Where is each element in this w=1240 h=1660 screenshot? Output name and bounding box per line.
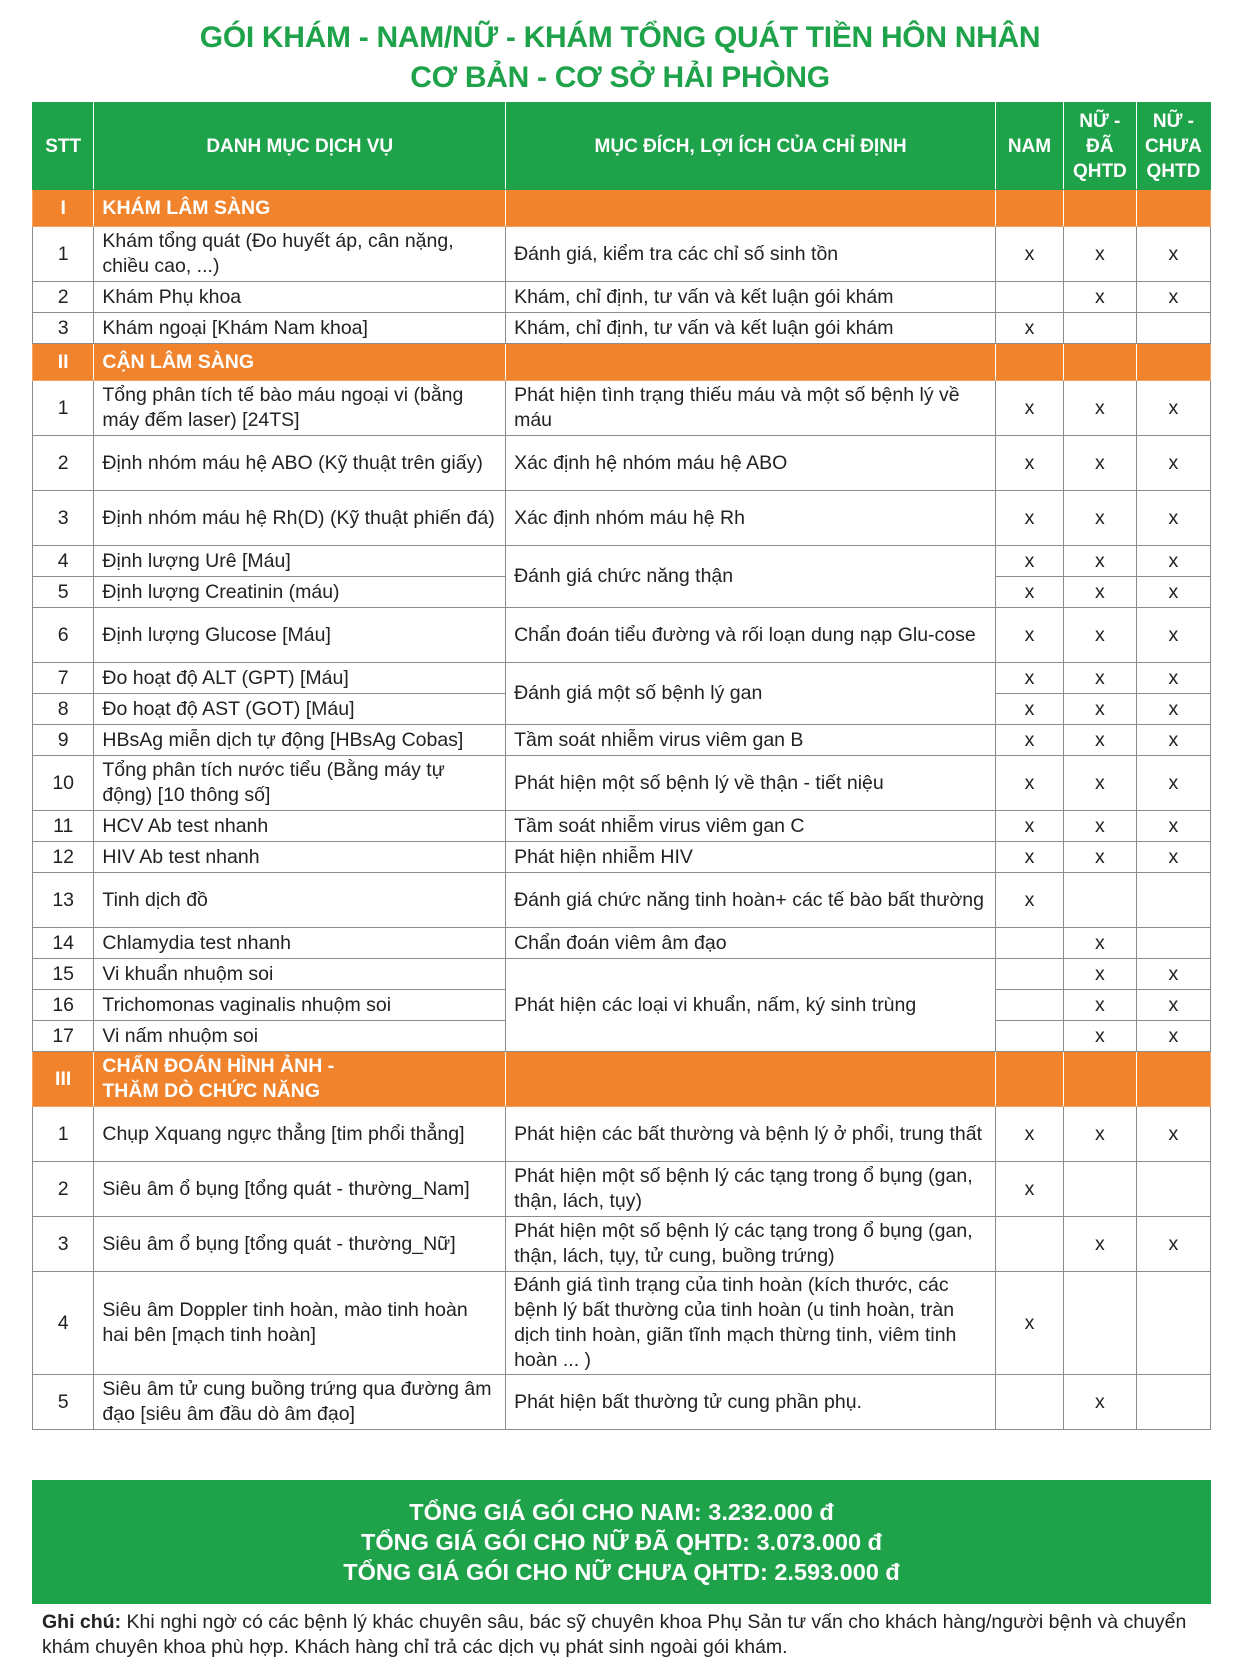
row-nu-da-mark: x: [1063, 546, 1136, 577]
title-line-1: GÓI KHÁM - NAM/NỮ - KHÁM TỔNG QUÁT TIỀN HÔN NHÂN: [199, 21, 1041, 54]
row-nam-mark: x: [996, 608, 1064, 663]
row-service: Tinh dịch đồ: [94, 873, 506, 928]
table-row: [33, 282, 1211, 313]
row-nu-da-mark: x: [1063, 491, 1136, 546]
row-service: Chlamydia test nhanh: [94, 928, 506, 959]
table-row: [33, 842, 1211, 873]
row-nu-da-mark: x: [1063, 694, 1136, 725]
table-row: [33, 1162, 1211, 1217]
row-nu-chua-mark: x: [1136, 990, 1210, 1021]
table-row: [33, 928, 1211, 959]
row-stt: 6: [33, 608, 94, 663]
row-purpose: Đánh giá chức năng thận: [506, 546, 996, 608]
row-service: Khám tổng quát (Đo huyết áp, cân nặng, chiều cao, ...): [94, 227, 506, 282]
row-nu-chua-mark: [1136, 873, 1210, 928]
service-table: [32, 102, 1211, 1430]
footnote: [42, 1610, 1202, 1660]
row-nam-mark: x: [996, 663, 1064, 694]
table-row: [33, 1217, 1211, 1272]
row-stt: 3: [33, 491, 94, 546]
row-nu-da-mark: x: [1063, 725, 1136, 756]
section-row: [33, 190, 1211, 227]
row-nu-chua-mark: x: [1136, 491, 1210, 546]
table-row: [33, 608, 1211, 663]
row-nu-da-mark: x: [1063, 608, 1136, 663]
row-purpose: Phát hiện một số bệnh lý các tạng trong ổ bụng (gan, thận, lách, tụy, tử cung, buồng trứng): [506, 1217, 996, 1272]
row-nu-da-mark: x: [1063, 1107, 1136, 1162]
row-purpose: Đánh giá tình trạng của tinh hoàn (kích thước, các bệnh lý bất thường của tinh hoàn (u tinh hoàn, tràn dịch tinh hoàn, giãn tĩnh mạch thừng tinh, viêm tinh hoàn ... ): [506, 1272, 996, 1375]
row-stt: 1: [33, 1107, 94, 1162]
row-nu-chua-mark: x: [1136, 227, 1210, 282]
row-stt: 8: [33, 694, 94, 725]
row-nu-chua-mark: [1136, 1272, 1210, 1375]
table-row: [33, 227, 1211, 282]
row-nu-da-mark: [1063, 313, 1136, 344]
total-price-nu-chua-qhtd: TỔNG GIÁ GÓI CHO NỮ CHƯA QHTD: 2.593.000 đ: [343, 1559, 900, 1585]
footnote-label: Ghi chú:: [42, 1611, 122, 1633]
row-nu-chua-mark: x: [1136, 663, 1210, 694]
row-nu-da-mark: [1063, 1272, 1136, 1375]
title-line-2: CƠ BẢN - CƠ SỞ HẢI PHÒNG: [410, 61, 830, 94]
row-nu-chua-mark: x: [1136, 282, 1210, 313]
row-stt: 7: [33, 663, 94, 694]
row-stt: 16: [33, 990, 94, 1021]
row-nu-chua-mark: [1136, 313, 1210, 344]
row-stt: 2: [33, 436, 94, 491]
row-nu-da-mark: x: [1063, 1375, 1136, 1430]
row-service: Định lượng Glucose [Máu]: [94, 608, 506, 663]
row-purpose: Phát hiện bất thường tử cung phần phụ.: [506, 1375, 996, 1430]
section-title-line-1: CHẨN ĐOÁN HÌNH ẢNH -: [102, 1055, 335, 1077]
table-row: [33, 959, 1211, 990]
table-row: [33, 811, 1211, 842]
row-stt: 1: [33, 227, 94, 282]
row-nu-da-mark: x: [1063, 928, 1136, 959]
row-nam-mark: x: [996, 436, 1064, 491]
row-nam-mark: [996, 1021, 1064, 1052]
row-nu-chua-mark: x: [1136, 959, 1210, 990]
row-nam-mark: x: [996, 491, 1064, 546]
row-service: Khám Phụ khoa: [94, 282, 506, 313]
table-row: [33, 313, 1211, 344]
row-stt: 9: [33, 725, 94, 756]
row-stt: 4: [33, 546, 94, 577]
row-stt: 15: [33, 959, 94, 990]
row-nu-chua-mark: x: [1136, 694, 1210, 725]
row-service: HIV Ab test nhanh: [94, 842, 506, 873]
row-nam-mark: x: [996, 811, 1064, 842]
row-stt: 13: [33, 873, 94, 928]
row-nu-da-mark: x: [1063, 1217, 1136, 1272]
row-nam-mark: [996, 1217, 1064, 1272]
row-nu-chua-mark: x: [1136, 1217, 1210, 1272]
row-nu-chua-mark: x: [1136, 756, 1210, 811]
row-nu-chua-mark: x: [1136, 1107, 1210, 1162]
section-row: [33, 344, 1211, 381]
row-purpose: Phát hiện các bất thường và bệnh lý ở phổi, trung thất: [506, 1107, 996, 1162]
row-nam-mark: x: [996, 1107, 1064, 1162]
row-stt: 2: [33, 282, 94, 313]
row-service: HCV Ab test nhanh: [94, 811, 506, 842]
row-nu-chua-mark: x: [1136, 811, 1210, 842]
row-nu-da-mark: x: [1063, 436, 1136, 491]
row-purpose: Khám, chỉ định, tư vấn và kết luận gói khám: [506, 282, 996, 313]
header-nam: NAM: [996, 103, 1064, 190]
row-nu-da-mark: x: [1063, 577, 1136, 608]
row-nam-mark: [996, 928, 1064, 959]
header-nu-chua-qhtd: NỮ - CHƯA QHTD: [1136, 103, 1210, 190]
row-nu-da-mark: x: [1063, 663, 1136, 694]
row-nam-mark: x: [996, 756, 1064, 811]
row-purpose: Đánh giá một số bệnh lý gan: [506, 663, 996, 725]
row-nam-mark: x: [996, 313, 1064, 344]
table-row: [33, 491, 1211, 546]
row-service: Vi khuẩn nhuộm soi: [94, 959, 506, 990]
row-nam-mark: [996, 282, 1064, 313]
header-service: DANH MỤC DỊCH VỤ: [94, 103, 506, 190]
row-purpose: Chẩn đoán viêm âm đạo: [506, 928, 996, 959]
row-nam-mark: x: [996, 1272, 1064, 1375]
row-purpose: Phát hiện nhiễm HIV: [506, 842, 996, 873]
section-title: CẬN LÂM SÀNG: [94, 344, 506, 381]
row-stt: 3: [33, 313, 94, 344]
service-table-wrapper: [32, 102, 1211, 1430]
row-nam-mark: x: [996, 577, 1064, 608]
row-nam-mark: x: [996, 227, 1064, 282]
row-nu-da-mark: x: [1063, 1021, 1136, 1052]
row-nu-chua-mark: x: [1136, 436, 1210, 491]
total-price-box: [32, 1480, 1211, 1604]
row-nu-chua-mark: x: [1136, 381, 1210, 436]
row-nu-da-mark: x: [1063, 811, 1136, 842]
header-stt: STT: [33, 103, 94, 190]
section-title: [94, 1052, 506, 1107]
row-service: Siêu âm ổ bụng [tổng quát - thường_Nam]: [94, 1162, 506, 1217]
row-nu-da-mark: x: [1063, 282, 1136, 313]
row-nu-chua-mark: [1136, 1162, 1210, 1217]
row-nam-mark: x: [996, 1162, 1064, 1217]
page-title: [0, 18, 1240, 98]
row-nu-chua-mark: [1136, 1375, 1210, 1430]
row-nu-da-mark: x: [1063, 227, 1136, 282]
table-row: [33, 1272, 1211, 1375]
row-stt: 4: [33, 1272, 94, 1375]
row-purpose: Phát hiện một số bệnh lý về thận - tiết niệu: [506, 756, 996, 811]
row-stt: 5: [33, 1375, 94, 1430]
row-purpose: Tầm soát nhiễm virus viêm gan B: [506, 725, 996, 756]
table-row: [33, 381, 1211, 436]
row-nam-mark: x: [996, 694, 1064, 725]
section-title-line-2: THĂM DÒ CHỨC NĂNG: [102, 1080, 321, 1102]
table-header-row: [33, 103, 1211, 190]
row-service: Khám ngoại [Khám Nam khoa]: [94, 313, 506, 344]
table-row: [33, 546, 1211, 577]
row-nu-da-mark: [1063, 1162, 1136, 1217]
row-service: Tổng phân tích tế bào máu ngoại vi (bằng máy đếm laser) [24TS]: [94, 381, 506, 436]
row-service: Định lượng Urê [Máu]: [94, 546, 506, 577]
total-price-nu-da-qhtd: TỔNG GIÁ GÓI CHO NỮ ĐÃ QHTD: 3.073.000 đ: [361, 1529, 882, 1555]
row-stt: 3: [33, 1217, 94, 1272]
row-purpose: Xác định nhóm máu hệ Rh: [506, 491, 996, 546]
row-nam-mark: x: [996, 873, 1064, 928]
row-nu-da-mark: x: [1063, 842, 1136, 873]
row-nu-chua-mark: x: [1136, 842, 1210, 873]
row-purpose: Tầm soát nhiễm virus viêm gan C: [506, 811, 996, 842]
row-service: Vi nấm nhuộm soi: [94, 1021, 506, 1052]
row-nam-mark: x: [996, 546, 1064, 577]
table-row: [33, 725, 1211, 756]
row-service: Tổng phân tích nước tiểu (Bằng máy tự động) [10 thông số]: [94, 756, 506, 811]
row-purpose: Phát hiện các loại vi khuẩn, nấm, ký sinh trùng: [506, 959, 996, 1052]
table-row: [33, 663, 1211, 694]
section-number: III: [33, 1052, 94, 1107]
row-service: Định nhóm máu hệ Rh(D) (Kỹ thuật phiến đá): [94, 491, 506, 546]
row-purpose: Khám, chỉ định, tư vấn và kết luận gói khám: [506, 313, 996, 344]
row-service: Trichomonas vaginalis nhuộm soi: [94, 990, 506, 1021]
row-nu-chua-mark: x: [1136, 608, 1210, 663]
section-number: II: [33, 344, 94, 381]
total-price-nam: TỔNG GIÁ GÓI CHO NAM: 3.232.000 đ: [409, 1499, 834, 1525]
row-stt: 2: [33, 1162, 94, 1217]
row-service: Siêu âm tử cung buồng trứng qua đường âm đạo [siêu âm đầu dò âm đạo]: [94, 1375, 506, 1430]
row-nu-chua-mark: x: [1136, 546, 1210, 577]
row-stt: 11: [33, 811, 94, 842]
section-row: [33, 1052, 1211, 1107]
row-stt: 12: [33, 842, 94, 873]
row-nu-da-mark: x: [1063, 959, 1136, 990]
row-purpose: Đánh giá chức năng tinh hoàn+ các tế bào bất thường: [506, 873, 996, 928]
row-purpose: Đánh giá, kiểm tra các chỉ số sinh tồn: [506, 227, 996, 282]
row-nu-chua-mark: x: [1136, 1021, 1210, 1052]
row-service: Chụp Xquang ngực thẳng [tim phổi thẳng]: [94, 1107, 506, 1162]
row-service: Siêu âm Doppler tinh hoàn, mào tinh hoàn hai bên [mạch tinh hoàn]: [94, 1272, 506, 1375]
table-row: [33, 873, 1211, 928]
row-stt: 1: [33, 381, 94, 436]
row-stt: 5: [33, 577, 94, 608]
table-row: [33, 756, 1211, 811]
row-stt: 14: [33, 928, 94, 959]
row-nam-mark: x: [996, 842, 1064, 873]
row-nu-chua-mark: x: [1136, 725, 1210, 756]
section-number: I: [33, 190, 94, 227]
row-purpose: Xác định hệ nhóm máu hệ ABO: [506, 436, 996, 491]
row-purpose: Phát hiện tình trạng thiếu máu và một số bệnh lý về máu: [506, 381, 996, 436]
row-purpose: Phát hiện một số bệnh lý các tạng trong ổ bụng (gan, thận, lách, tụy): [506, 1162, 996, 1217]
row-nam-mark: [996, 990, 1064, 1021]
row-nu-da-mark: x: [1063, 756, 1136, 811]
row-purpose: Chẩn đoán tiểu đường và rối loạn dung nạp Glu-cose: [506, 608, 996, 663]
row-nu-da-mark: x: [1063, 990, 1136, 1021]
row-nam-mark: x: [996, 381, 1064, 436]
row-nu-chua-mark: [1136, 928, 1210, 959]
row-service: Định lượng Creatinin (máu): [94, 577, 506, 608]
row-nu-chua-mark: x: [1136, 577, 1210, 608]
section-title: KHÁM LÂM SÀNG: [94, 190, 506, 227]
row-service: Định nhóm máu hệ ABO (Kỹ thuật trên giấy): [94, 436, 506, 491]
row-nam-mark: [996, 1375, 1064, 1430]
table-row: [33, 1107, 1211, 1162]
row-nu-da-mark: x: [1063, 381, 1136, 436]
header-purpose: MỤC ĐÍCH, LỢI ÍCH CỦA CHỈ ĐỊNH: [506, 103, 996, 190]
row-stt: 17: [33, 1021, 94, 1052]
table-row: [33, 436, 1211, 491]
row-service: Siêu âm ổ bụng [tổng quát - thường_Nữ]: [94, 1217, 506, 1272]
header-nu-da-qhtd: NỮ - ĐÃ QHTD: [1063, 103, 1136, 190]
row-service: Đo hoạt độ AST (GOT) [Máu]: [94, 694, 506, 725]
row-stt: 10: [33, 756, 94, 811]
row-nam-mark: [996, 959, 1064, 990]
table-row: [33, 1375, 1211, 1430]
row-service: HBsAg miễn dịch tự động [HBsAg Cobas]: [94, 725, 506, 756]
row-service: Đo hoạt độ ALT (GPT) [Máu]: [94, 663, 506, 694]
footnote-text: Khi nghi ngờ có các bệnh lý khác chuyên sâu, bác sỹ chuyên khoa Phụ Sản tư vấn cho khách hàng/người bệnh và chuyển khám chuyên khoa phù hợp. Khách hàng chỉ trả các dịch vụ phát sinh ngoài gói khám.: [42, 1611, 1187, 1658]
row-nu-da-mark: [1063, 873, 1136, 928]
row-nam-mark: x: [996, 725, 1064, 756]
